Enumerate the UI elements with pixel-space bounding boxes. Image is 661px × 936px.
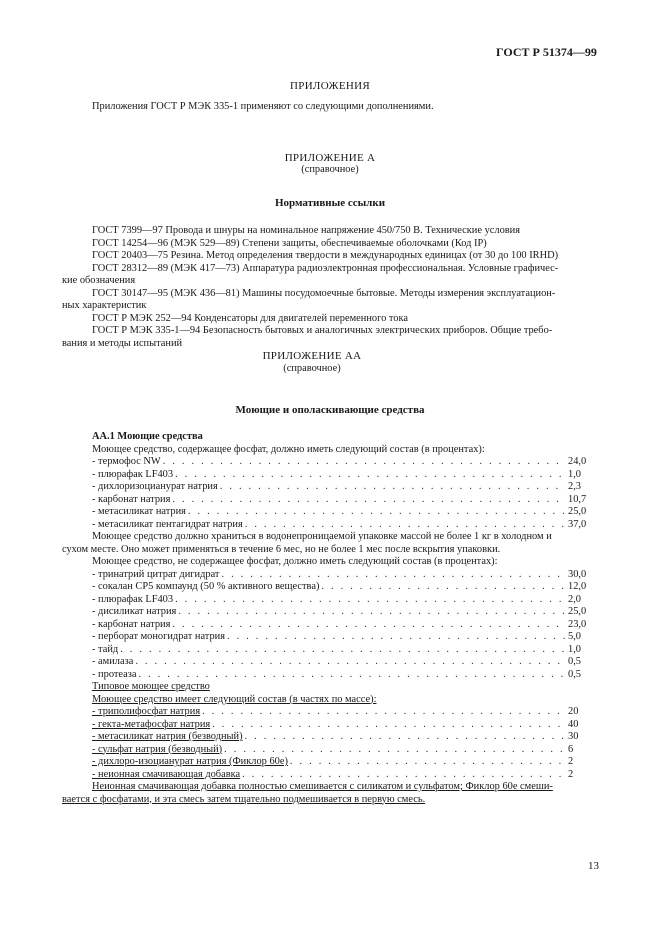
component-value: 24,0 [568,456,587,467]
component-name: - карбонат натрия [92,618,171,630]
reference-line: ГОСТ 7399—97 Провода и шнуры на номинальное напряжение 450/750 В. Технические условия [92,225,521,236]
leader-dots [227,631,566,644]
appendices-intro: Приложения ГОСТ Р МЭК 335-1 применяют со следующими дополнениями. [92,101,434,112]
leader-dots [178,606,566,619]
typical-detergent-intro: Моющее средство имеет следующий состав (в частях по массе): [92,693,377,705]
page-number: 13 [588,860,599,872]
typical-detergent-title: Типовое моющее средство [92,681,210,692]
component-value: 25,0 [568,506,587,517]
section-heading: АА.1 Моющие средства [92,431,203,442]
leader-dots [135,656,566,669]
component-name: - метасиликат натрия [92,506,186,517]
component-name: - неионная смачивающая добавка [92,768,241,780]
component-value: 12,0 [568,581,587,592]
closing-text: Неионная смачивающая добавка полностью смешивается с силикатом и сульфатом; Фиклор 60е смеши- [92,781,553,792]
leader-dots [245,519,566,532]
standard-number: ГОСТ Р 51374—99 [496,45,597,59]
composition-row [92,756,602,769]
leader-dots [138,669,566,682]
reference-line: кие обозначения [62,275,136,286]
component-name: - термофос NW [92,456,161,467]
component-name: - сульфат натрия (безводный) [92,743,223,755]
component-value: 2,3 [568,481,581,492]
composition-row [92,494,602,507]
component-value: 20 [568,706,579,717]
leader-dots [188,506,566,519]
component-value: 10,7 [568,493,587,505]
composition-row [92,456,602,469]
component-name: - дихлоризоцианурат натрия [92,481,218,492]
phosphate-intro: Моющее средство, содержащее фосфат, должно иметь следующий состав (в процентах): [92,443,485,455]
leader-dots [172,494,566,507]
leader-dots [245,731,566,744]
component-value: 2,0 [568,593,581,605]
component-name: - протеаза [92,668,137,680]
detergents-body [62,431,602,806]
appendix-aa-subtitle: (справочное) [283,362,341,374]
reference-line: ГОСТ Р МЭК 252—94 Конденсаторы для двигателей переменного тока [92,312,408,324]
closing-text: вается с фосфатами, и эта смесь затем тщательно подмешивается в первую смесь. [62,793,426,805]
appendix-a-subtitle: (справочное) [301,164,359,175]
component-value: 5,0 [568,631,581,642]
composition-row [92,519,602,532]
reference-line: ГОСТ 30147—95 (МЭК 436—81) Машины посудомоечные бытовые. Методы измерения эксплуатацион- [92,287,556,299]
leader-dots [321,581,566,594]
reference-line: ГОСТ 14254—96 (МЭК 529—89) Степени защиты, обеспечиваемые оболочками (Код IP) [92,237,487,249]
component-value: 23,0 [568,618,587,630]
composition-row [92,706,602,719]
composition-row [92,619,602,632]
storage-text: сухом месте. Оно может применяться в течение 6 мес, но не более 1 мес после вскрытия упаковки. [62,543,501,555]
composition-row [92,769,602,782]
reference-line: ГОСТ 28312—89 (МЭК 417—73) Аппаратура радиоэлектронная профессиональная. Условные графичес- [92,262,559,274]
composition-row [92,469,602,482]
detergents-heading: Моющие и ополаскивающие средства [235,404,425,416]
composition-row [92,631,602,644]
leader-dots [221,569,566,582]
appendix-aa-title: ПРИЛОЖЕНИЕ АА [262,350,362,362]
composition-row [92,669,602,682]
composition-row [92,731,602,744]
storage-text: Моющее средство должно храниться в водонепроницаемой упаковке массой не более 1 кг в холодном и [92,531,552,542]
reference-line: ГОСТ Р МЭК 335-1—94 Безопасность бытовых и аналогичных электрических приборов. Общие требо- [92,325,553,336]
composition-row [92,506,602,519]
component-name: - амилаза [92,656,134,667]
composition-row [92,594,602,607]
reference-line: ных характеристик [62,300,147,311]
nophosphate-intro: Моющее средство, не содержащее фосфат, должно иметь следующий состав (в процентах): [92,556,498,567]
leader-dots [220,481,566,494]
component-value: 40 [568,718,579,730]
leader-dots [163,456,566,469]
composition-row [92,569,602,582]
normative-references-heading: Нормативные ссылки [274,197,386,209]
appendices-title: ПРИЛОЖЕНИЯ [290,80,370,92]
component-name: - сокалан CP5 компаунд (50 % активного вещества) [92,581,320,592]
leader-dots [175,594,566,607]
leader-dots [290,756,566,769]
composition-row [92,656,602,669]
normative-references-list [62,225,602,375]
component-name: - метасиликат натрия (безводный) [92,731,243,742]
component-name: - метасиликат пентагидрат натрия [92,518,243,530]
component-name: - дисиликат натрия [92,606,177,617]
component-name: - карбонат натрия [92,493,171,505]
component-value: 1,0 [568,643,581,655]
leader-dots [212,719,566,732]
component-name: - плюрафак LF403 [92,468,174,480]
leader-dots [242,769,566,782]
component-value: 0,5 [568,656,581,667]
component-value: 25,0 [568,606,587,617]
component-name: - гекта-метафосфат натрия [92,718,211,730]
leader-dots [202,706,566,719]
component-name: - дихлоро-изоцианурат натрия (Фиклор 60е) [92,756,288,767]
composition-row [92,606,602,619]
component-name: - тайд [92,643,119,655]
composition-row [92,744,602,757]
component-value: 2 [568,756,574,767]
component-name: - плюрафак LF403 [92,593,174,605]
appendix-a-title: ПРИЛОЖЕНИЕ А [284,152,376,164]
component-value: 37,0 [568,518,587,530]
component-value: 6 [568,743,574,755]
component-value: 0,5 [568,668,581,680]
component-value: 30,0 [568,568,587,580]
component-name: - перборат моногидрат натрия [92,631,226,642]
composition-row [92,719,602,732]
leader-dots [175,469,566,482]
leader-dots [224,744,566,757]
reference-line: ГОСТ 20403—75 Резина. Метод определения твердости в международных единицах (от 30 до 100 IRHD) [92,250,559,261]
composition-row [92,581,602,594]
component-name: - триполифосфат натрия [92,706,201,717]
reference-line: вания и методы испытаний [62,337,183,349]
component-name: - тринатрий цитрат дигидрат [92,568,220,580]
component-value: 1,0 [568,468,581,480]
component-value: 30 [568,731,579,742]
composition-row [92,644,602,657]
leader-dots [172,619,566,632]
composition-row [92,481,602,494]
leader-dots [120,644,566,657]
component-value: 2 [568,768,574,780]
